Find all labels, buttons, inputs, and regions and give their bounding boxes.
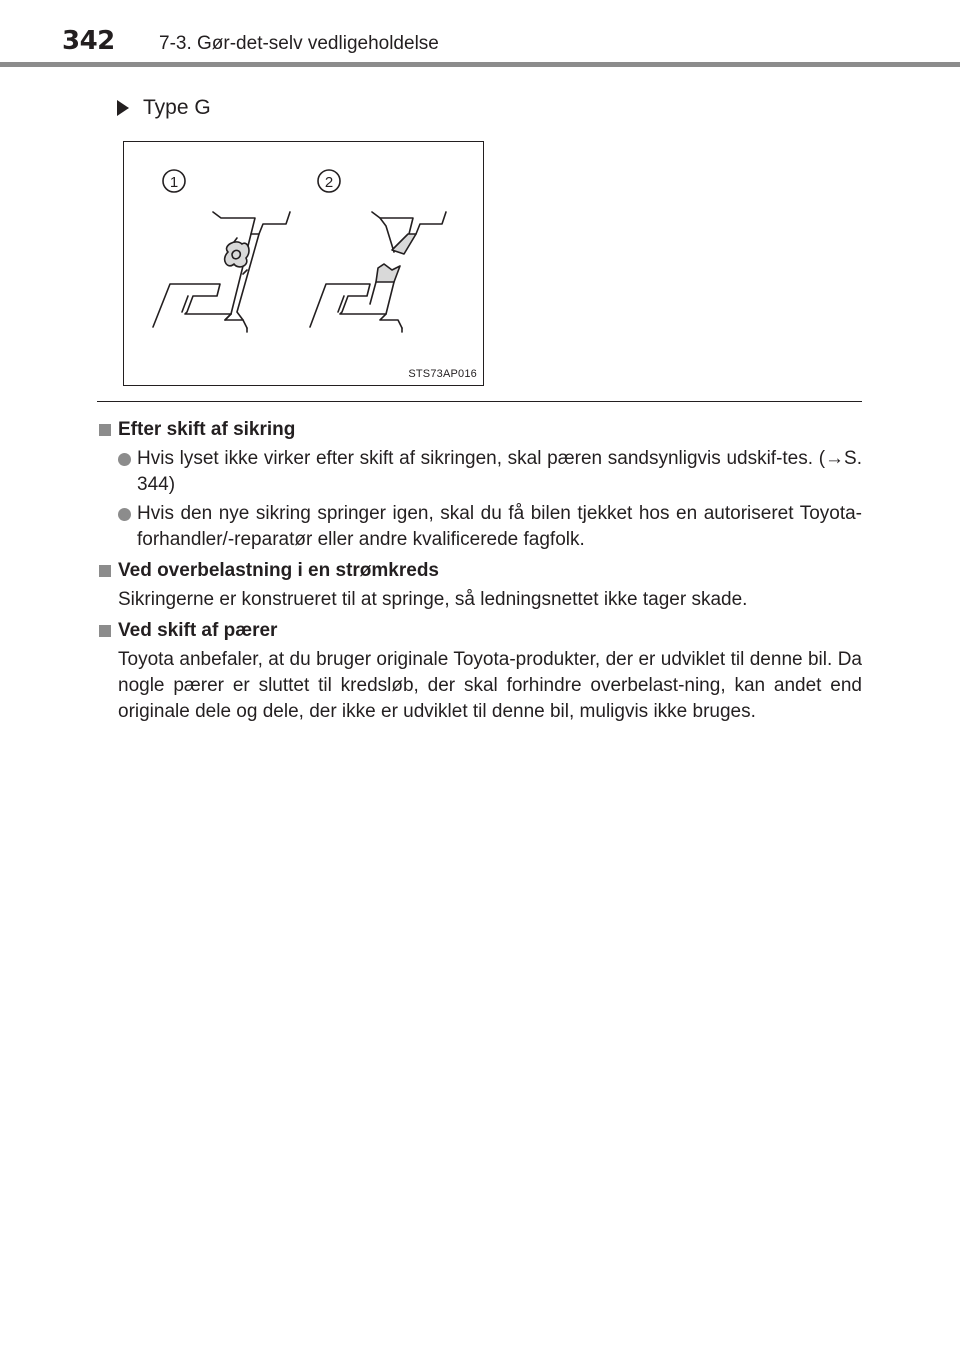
list-item [97,501,862,553]
type-label: Type G [143,96,211,119]
section-heading [97,557,862,584]
square-bullet-icon [99,424,111,436]
triangle-bullet-icon [117,100,129,116]
fuse-intact [153,212,290,332]
square-bullet-icon [99,565,111,577]
list-item [97,446,862,498]
section-circuit-overload [97,557,862,613]
square-bullet-icon [99,625,111,637]
circle-bullet-icon [118,508,131,521]
fuse-illustration [123,141,484,386]
section-heading [97,416,862,443]
section-after-fuse-change [97,416,862,553]
header-rule [0,62,960,67]
section-heading [97,617,862,644]
section-heading-text: Efter skift af sikring [118,419,296,440]
section-paragraph: Toyota anbefaler, at du bruger originale Toyota-produkter, der er udviklet til denne bil. Da nogle pærer er sluttet til kredsløb, der skal forhindre overbelast-ning, kan andet end originale dele og dele, der ikke er udviklet til denne bil, muligvis ikke bruges. [118,649,862,722]
fuse-blown [310,212,446,332]
chapter-title: 7-3. Gør-det-selv vedligeholdelse [159,33,439,54]
page-header [0,0,960,70]
fuse-drawing [124,142,483,385]
circle-bullet-icon [118,453,131,466]
list-item-text: Hvis den nye sikring springer igen, skal du få bilen tjekket hos en autoriseret Toyota-forhandler/-reparatør eller andre kvalificerede fagfolk. [137,503,862,550]
page-number: 342 [62,26,115,56]
figure-code: STS73AP016 [408,368,477,380]
section-rule [97,401,862,402]
section-bulb-change [97,617,862,725]
section-heading-text: Ved skift af pærer [118,620,278,641]
callout-1: 1 [169,174,179,191]
notes-content [97,412,862,725]
callout-2: 2 [324,174,334,191]
section-heading-text: Ved overbelastning i en strømkreds [118,560,439,581]
section-paragraph: Sikringerne er konstrueret til at springe, så ledningsnettet ikke tager skade. [118,589,748,610]
list-item-text: Hvis lyset ikke virker efter skift af sikringen, skal pæren sandsynligvis udskif-tes. (→S. 344) [137,448,862,495]
